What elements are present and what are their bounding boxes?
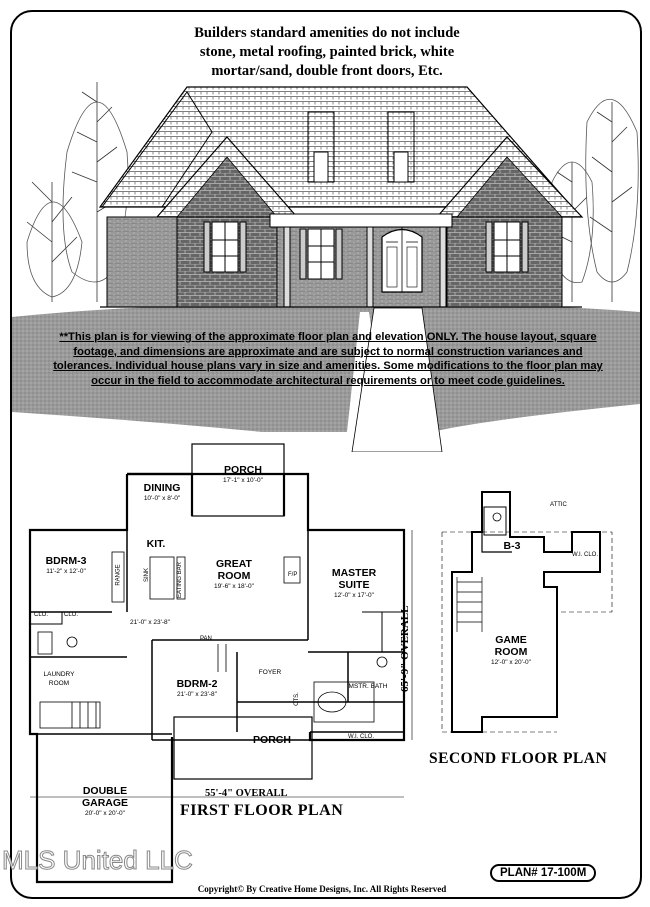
room-bdrm2: [160, 678, 234, 699]
room-dims: 21'-0" x 23'-8": [130, 619, 170, 626]
room-dims: 21'-0" x 23'-8": [177, 691, 217, 698]
room-porch-front: [242, 734, 302, 746]
room-dims: 20'-0" x 20'-0": [85, 810, 125, 817]
room-kitchen: [136, 538, 176, 550]
overall-depth: 65'-9" OVERALL: [399, 605, 411, 692]
room-game-room: [478, 634, 544, 667]
overall-width: 55'-4" OVERALL: [205, 788, 288, 799]
copyright-text: Copyright© By Creative Home Designs, Inc. All Rights Reserved: [197, 884, 447, 894]
room-dims: 12'-0" x 17'-0": [334, 592, 374, 599]
room-dims: 11'-2" x 12'-0": [46, 568, 86, 575]
amenities-notice: [72, 24, 582, 81]
label-clo-1: CLO.: [34, 612, 49, 618]
watermark-text: MLS United LLC: [2, 845, 193, 875]
notice-line-3: mortar/sand, double front doors, Etc.: [211, 63, 443, 79]
room-name: LAUNDRY ROOM: [43, 671, 75, 687]
room-b3: [492, 540, 532, 552]
label-range: RANGE: [115, 564, 122, 586]
first-floor-title: FIRST FLOOR PLAN: [180, 802, 344, 819]
room-porch-rear: [208, 464, 278, 485]
room-laundry: [38, 670, 80, 688]
room-great-room: [202, 558, 266, 591]
notice-line-1: Builders standard amenities do not include: [194, 25, 460, 41]
label-wi-clo: W.I. CLO.: [348, 734, 375, 740]
plan-number-badge: PLAN# 17-100M: [490, 864, 596, 882]
room-dims: 10'-0" x 8'-0": [143, 495, 181, 502]
room-bdrm3: [36, 555, 96, 576]
room-name: DINING: [143, 482, 181, 494]
label-fp: F/P: [288, 572, 298, 578]
room-name: BDRM-3: [45, 555, 87, 567]
room-name: FOYER: [258, 669, 282, 676]
label-attic: ATTIC: [550, 502, 567, 508]
label-cts: CTS.: [293, 692, 300, 706]
second-floor-title: SECOND FLOOR PLAN: [429, 750, 608, 767]
room-name: GREAT ROOM: [216, 558, 252, 582]
disclaimer-text: **This plan is for viewing of the approximate floor plan and elevation ONLY. The house layout, square footage, and dimensions are approximate and are subject to normal construction variances and tolerances. Individual house plans vary in size and amenities. Some modifications to the floor plan may occur in the field to accommodate architectural requirements or to meet code guidelines.: [53, 331, 603, 387]
room-dims: 19'-6" x 18'-0": [214, 583, 254, 590]
room-name: KIT.: [146, 538, 166, 550]
room-master-suite: [320, 567, 388, 600]
room-name: DOUBLE GARAGE: [81, 785, 129, 809]
room-dining: [130, 482, 194, 503]
room-name: PORCH: [253, 734, 291, 746]
drawing-frame: [10, 10, 642, 899]
notice-line-2: stone, metal roofing, painted brick, white: [199, 44, 455, 60]
label-wi-clo-2: W.I. CLO.: [572, 552, 599, 558]
room-dims: 17'-1" x 10'-0": [223, 477, 263, 484]
room-garage: [64, 785, 146, 818]
label-eating-bar: EATING BAR: [176, 562, 183, 598]
room-dims: 12'-0" x 20'-0": [491, 659, 531, 666]
room-name: MASTER SUITE: [331, 567, 377, 591]
label-sink: SINK: [144, 567, 151, 583]
room-name: GAME ROOM: [494, 634, 528, 658]
label-pan: PAN: [200, 636, 212, 642]
room-name: MSTR. BATH: [348, 683, 388, 690]
room-name: BDRM-2: [176, 678, 218, 690]
label-clo-2: CLO.: [64, 612, 79, 618]
room-name: B-3: [503, 540, 521, 552]
room-foyer: [250, 668, 290, 677]
room-mstr-bath: [348, 682, 388, 691]
room-kitchen-dims: [120, 618, 180, 627]
room-name: PORCH: [224, 464, 262, 476]
